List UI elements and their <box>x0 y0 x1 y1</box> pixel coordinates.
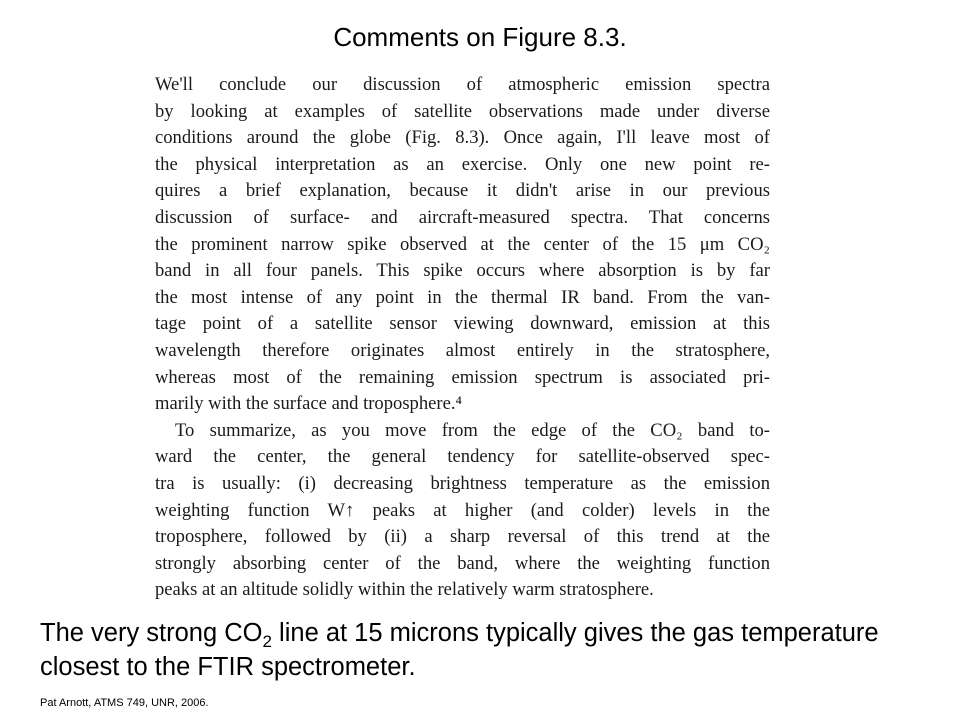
excerpt-line: conditions around the globe (Fig. 8.3). Once again, I'll leave most of <box>155 127 770 149</box>
scanned-text-excerpt <box>155 72 770 601</box>
excerpt-line: marily with the surface and troposphere.⁴ <box>155 393 462 415</box>
summary-text-part1: The very strong CO <box>40 619 263 647</box>
excerpt-line: by looking at examples of satellite observations made under diverse <box>155 100 770 122</box>
excerpt-line: wavelength therefore originates almost entirely in the stratosphere, <box>155 339 770 361</box>
excerpt-line: ward the center, the general tendency for satellite-observed spec- <box>155 446 770 468</box>
summary-text-part2: line at 15 microns typically gives the gas temperature closest to the FTIR spectrometer. <box>40 619 879 681</box>
excerpt-line: We'll conclude our discussion of atmospheric emission spectra <box>155 74 770 95</box>
excerpt-line: tra is usually: (i) decreasing brightness temperature as the emission <box>155 472 770 494</box>
excerpt-line: peaks at an altitude solidly within the relatively warm stratosphere. <box>155 579 654 601</box>
footer-credit: Pat Arnott, ATMS 749, UNR, 2006. <box>40 697 209 709</box>
excerpt-line: the most intense of any point in the thermal IR band. From the van- <box>155 286 770 308</box>
excerpt-line: the prominent narrow spike observed at the center of the 15 μm CO₂ <box>155 233 770 255</box>
excerpt-line: quires a brief explanation, because it didn't arise in our previous <box>155 180 770 202</box>
excerpt-line: troposphere, followed by (ii) a sharp reversal of this trend at the <box>155 526 770 548</box>
excerpt-line: To summarize, as you move from the edge of the CO₂ band to- <box>175 419 770 441</box>
excerpt-line: tage point of a satellite sensor viewing downward, emission at this <box>155 313 770 335</box>
page-title: Comments on Figure 8.3. <box>333 22 627 52</box>
summary-statement <box>40 616 940 684</box>
excerpt-line: whereas most of the remaining emission spectrum is associated pri- <box>155 366 770 388</box>
excerpt-line: band in all four panels. This spike occurs where absorption is by far <box>155 260 770 282</box>
excerpt-line: weighting function W↑ peaks at higher (and colder) levels in the <box>155 499 770 521</box>
excerpt-line: strongly absorbing center of the band, where the weighting function <box>155 552 770 574</box>
summary-subscript: 2 <box>262 632 272 652</box>
excerpt-line: the physical interpretation as an exercise. Only one new point re- <box>155 153 770 175</box>
excerpt-line: discussion of surface- and aircraft-measured spectra. That concerns <box>155 206 770 228</box>
